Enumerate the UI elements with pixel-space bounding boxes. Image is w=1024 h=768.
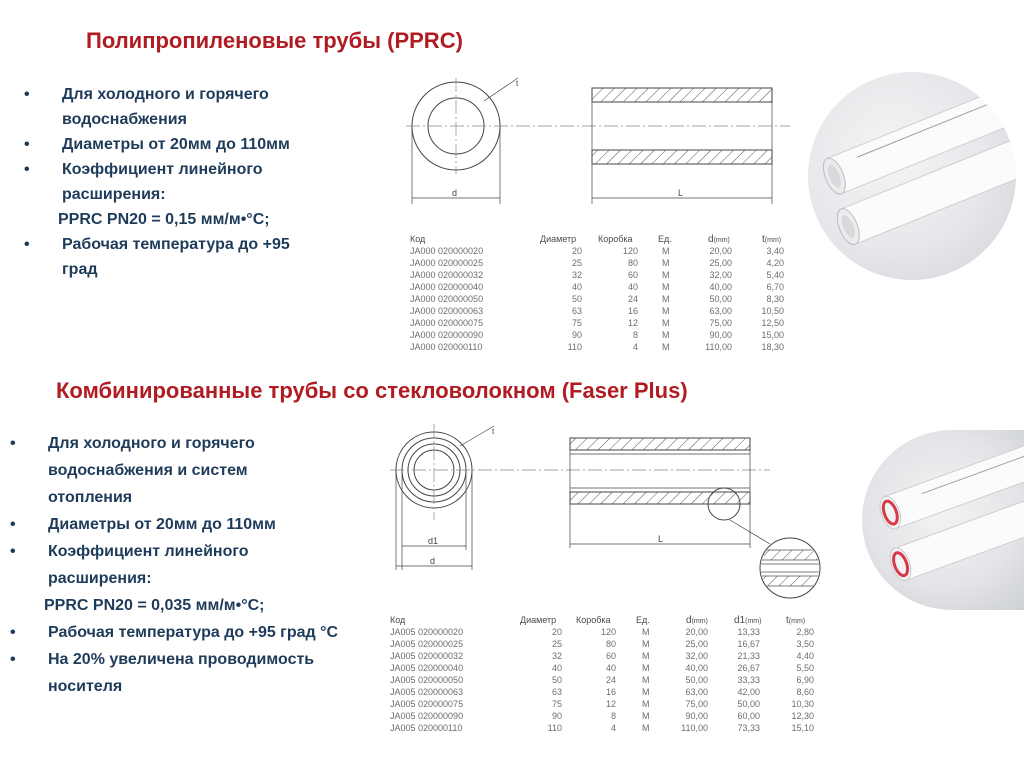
table-cell: JA005 020000050 (390, 675, 464, 685)
section1-bullet-list (24, 82, 324, 282)
table-cell: M (642, 699, 650, 709)
table-cell: 3,40 (766, 246, 784, 256)
table-cell: 10,50 (761, 306, 784, 316)
bullet-text: Рабочая температура до +95 град (62, 236, 290, 278)
table-cell: 25,00 (685, 639, 708, 649)
table-cell: 6,90 (796, 675, 814, 685)
t-label: t (492, 427, 495, 436)
table-cell: 73,33 (737, 723, 760, 733)
table-cell: JA000 020000090 (410, 330, 484, 340)
list-item (24, 82, 324, 132)
table-cell: 90,00 (709, 330, 732, 340)
section1-title: Полипропиленовые трубы (PPRC) (86, 28, 463, 53)
bullet-icon: • (10, 516, 16, 533)
faser-spec-table (390, 614, 814, 734)
table-cell: 40 (605, 663, 616, 673)
table-cell: 80 (627, 258, 638, 268)
table-cell: JA005 020000040 (390, 663, 464, 673)
table-cell: M (662, 342, 670, 352)
table-cell: 110 (547, 723, 562, 733)
table-cell: 25,00 (709, 258, 732, 268)
table-row (410, 245, 800, 257)
table-cell: 26,67 (737, 663, 760, 673)
table-cell: M (662, 318, 670, 328)
bullet-icon: • (10, 543, 16, 560)
table-cell: JA000 020000040 (410, 282, 484, 292)
table-cell: 50,00 (709, 294, 732, 304)
table-cell: 60 (605, 651, 616, 661)
bullet-icon: • (24, 136, 30, 153)
table-cell: 32,00 (685, 651, 708, 661)
bullet-text: Коэффициент линейного расширения: (48, 543, 249, 587)
section2-title: Комбинированные трубы со стекловолокном (Faser Plus) (56, 378, 688, 403)
table-cell: 40 (627, 282, 638, 292)
table-cell: 24 (627, 294, 638, 304)
table-cell: 5,40 (766, 270, 784, 280)
list-item (24, 232, 324, 282)
table-row (410, 341, 800, 353)
pprc-pipe-photo (808, 72, 1016, 280)
table-cell: 40,00 (685, 663, 708, 673)
l-label: L (658, 534, 664, 544)
table-row (390, 626, 814, 638)
table-cell: 18,30 (761, 342, 784, 352)
table-cell: JA000 020000020 (410, 246, 484, 256)
bullet-text: Для холодного и горячего водоснабжения и систем отопления (48, 435, 255, 506)
table-cell: 90 (551, 711, 562, 721)
table-cell: 8 (632, 330, 638, 340)
table-cell: 10,30 (791, 699, 814, 709)
table-cell: 20 (571, 246, 582, 256)
table-row (390, 722, 814, 734)
section2-bullet-list (10, 430, 382, 700)
table-cell: 16,67 (737, 639, 760, 649)
table-cell: 120 (600, 627, 616, 637)
table-cell: 42,00 (737, 687, 760, 697)
list-item (24, 157, 324, 207)
table-cell: 75 (551, 699, 562, 709)
table-cell: JA000 020000025 (410, 258, 484, 268)
pprc-pipe-drawing (400, 76, 800, 216)
table-cell: JA005 020000075 (390, 699, 464, 709)
bullet-text: Диаметры от 20мм до 110мм (62, 136, 290, 153)
table-cell: 32 (571, 270, 582, 280)
bullet-text: Рабочая температура до +95 град °С (48, 624, 339, 641)
list-item (10, 511, 382, 538)
table-cell: M (662, 306, 670, 316)
table-row (390, 674, 814, 686)
bullet-icon: • (10, 435, 16, 452)
table-cell: 110 (567, 342, 582, 352)
list-item (10, 646, 382, 700)
table-header: Код Диаметр Коробка Ед. d(mm) d1(mm) t(mm) (390, 615, 806, 626)
table-cell: M (662, 270, 670, 280)
table-cell: 6,70 (766, 282, 784, 292)
table-cell: JA000 020000075 (410, 318, 484, 328)
table-cell: 3,50 (796, 639, 814, 649)
table-row (410, 329, 800, 341)
table-cell: 4,40 (796, 651, 814, 661)
pipe-wall-top (592, 88, 772, 102)
table-cell: 90 (571, 330, 582, 340)
d1-label: d1 (428, 536, 439, 546)
table-cell: 20,00 (709, 246, 732, 256)
table-cell: JA000 020000063 (410, 306, 484, 316)
table-cell: M (642, 723, 650, 733)
table-cell: 32 (551, 651, 562, 661)
table-cell: 25 (551, 639, 562, 649)
table-cell: 110,00 (681, 723, 708, 733)
table-cell: 13,33 (737, 627, 760, 637)
table-cell: 16 (627, 306, 638, 316)
table-cell: 12 (627, 318, 638, 328)
table-row (390, 686, 814, 698)
table-row (390, 638, 814, 650)
t-label: t (516, 79, 519, 88)
bullet-icon: • (24, 86, 30, 103)
table-cell: JA005 020000025 (390, 639, 464, 649)
bullet-icon: • (24, 161, 30, 178)
table-cell: 50 (551, 675, 562, 685)
table-row (390, 650, 814, 662)
list-item (24, 132, 324, 157)
table-row (410, 281, 800, 293)
table-cell: 63,00 (709, 306, 732, 316)
table-cell: M (642, 675, 650, 685)
bullet-text: На 20% увеличена проводимость носителя (48, 651, 315, 695)
table-cell: 20,00 (685, 627, 708, 637)
table-row (410, 305, 800, 317)
table-cell: 40,00 (709, 282, 732, 292)
table-cell: 40 (551, 663, 562, 673)
table-row (390, 710, 814, 722)
table-cell: 120 (622, 246, 638, 256)
table-cell: 24 (605, 675, 616, 685)
bullet-text: Диаметры от 20мм до 110мм (48, 516, 276, 533)
table-cell: 33,33 (737, 675, 760, 685)
table-row (410, 293, 800, 305)
table-cell: JA000 020000110 (410, 342, 483, 352)
table-cell: JA000 020000032 (410, 270, 484, 280)
table-cell: 4,20 (766, 258, 784, 268)
table-cell: 15,10 (791, 723, 814, 733)
table-cell: 32,00 (709, 270, 732, 280)
table-cell: 8,30 (766, 294, 784, 304)
table-cell: 4 (610, 723, 616, 733)
table-cell: M (642, 711, 650, 721)
table-cell: 20 (551, 627, 562, 637)
table-cell: M (662, 258, 670, 268)
table-cell: 2,80 (796, 627, 814, 637)
table-cell: JA005 020000090 (390, 711, 464, 721)
table-cell: 63 (571, 306, 582, 316)
table-cell: 63 (551, 687, 562, 697)
table-cell: 4 (632, 342, 638, 352)
table-cell: 50,00 (685, 675, 708, 685)
table-cell: 8 (610, 711, 616, 721)
table-cell: 15,00 (761, 330, 784, 340)
table-cell: 75 (571, 318, 582, 328)
pprc-spec-table (410, 233, 800, 353)
table-cell: 80 (605, 639, 616, 649)
table-cell: M (662, 330, 670, 340)
d-label: d (430, 556, 436, 566)
table-row (390, 662, 814, 674)
table-cell: M (642, 651, 650, 661)
table-cell: 21,33 (737, 651, 760, 661)
table-cell: 75,00 (685, 699, 708, 709)
formula-text: PPRC PN20 = 0,15 мм/м•°С; (58, 211, 270, 228)
bullet-icon: • (10, 651, 16, 668)
table-cell: JA005 020000032 (390, 651, 464, 661)
table-cell: M (642, 627, 650, 637)
table-cell: 5,50 (796, 663, 814, 673)
table-row (410, 269, 800, 281)
table-cell: 50 (571, 294, 582, 304)
table-cell: JA005 020000020 (390, 627, 464, 637)
table-cell: M (642, 687, 650, 697)
list-item (10, 619, 382, 646)
table-cell: JA000 020000050 (410, 294, 484, 304)
d-label: d (452, 188, 458, 198)
pipe-wall-bottom (592, 150, 772, 164)
table-cell: 90,00 (685, 711, 708, 721)
table-cell: 12 (605, 699, 616, 709)
table-cell: 40 (571, 282, 582, 292)
bullet-text: Для холодного и горячего водоснабжения (62, 86, 269, 128)
table-cell: 8,60 (796, 687, 814, 697)
table-row (410, 257, 800, 269)
bullet-icon: • (24, 236, 30, 253)
table-cell: 12,50 (761, 318, 784, 328)
faser-pipe-drawing (390, 420, 830, 600)
list-item (10, 538, 382, 592)
table-cell: M (662, 294, 670, 304)
table-cell: M (642, 639, 650, 649)
formula-text: PPRC PN20 = 0,035 мм/м•°С; (44, 597, 265, 614)
table-cell: 16 (605, 687, 616, 697)
table-cell: M (662, 246, 670, 256)
table-cell: 60,00 (737, 711, 760, 721)
table-cell: 25 (571, 258, 582, 268)
table-cell: 60 (627, 270, 638, 280)
faser-pipe-photo (862, 430, 1024, 610)
table-cell: M (662, 282, 670, 292)
table-cell: JA005 020000110 (390, 723, 463, 733)
bullet-text: Коэффициент линейного расширения: (62, 161, 263, 203)
table-cell: JA005 020000063 (390, 687, 464, 697)
table-row (410, 317, 800, 329)
table-cell: M (642, 663, 650, 673)
list-item (10, 430, 382, 511)
table-cell: 75,00 (709, 318, 732, 328)
table-cell: 110,00 (705, 342, 732, 352)
table-cell: 50,00 (737, 699, 760, 709)
table-row (390, 698, 814, 710)
table-cell: 12,30 (791, 711, 814, 721)
table-header: Код Диаметр Коробка Ед. d(mm) t(mm) (410, 234, 782, 245)
bullet-icon: • (10, 624, 16, 641)
table-cell: 63,00 (685, 687, 708, 697)
l-label: L (678, 188, 684, 198)
